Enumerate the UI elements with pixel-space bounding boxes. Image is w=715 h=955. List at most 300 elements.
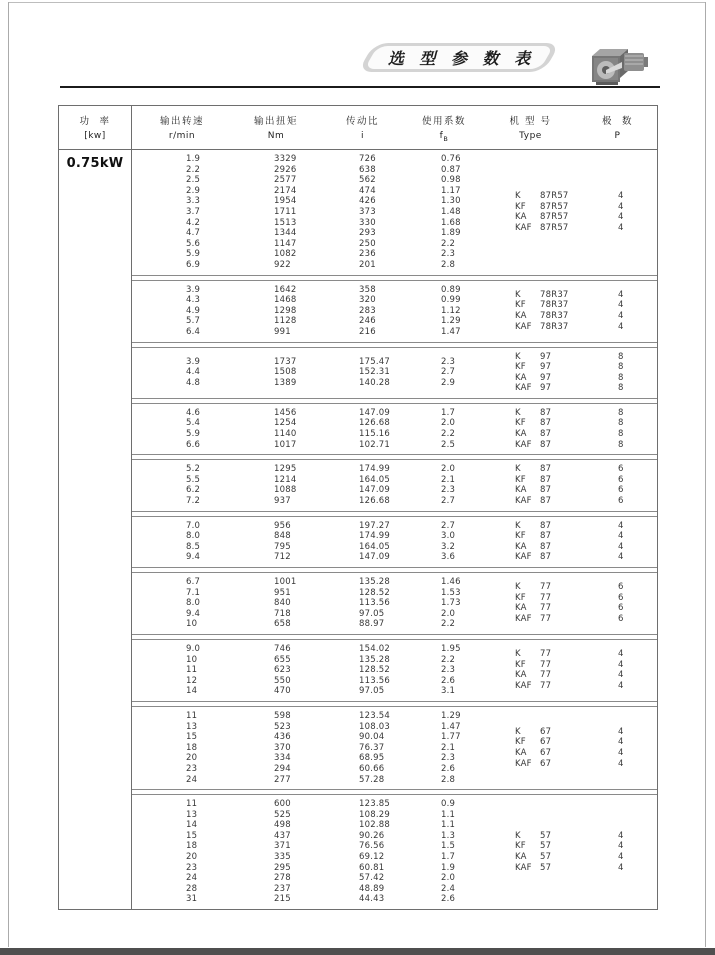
poles-column (578, 290, 657, 332)
poles-cell: 6 (618, 603, 624, 614)
poles-column (578, 727, 657, 769)
model-size: 87 (540, 552, 552, 563)
value-cell: 1642 (274, 284, 297, 295)
value-cell: 922 (274, 259, 291, 270)
value-cell: 2.5 (441, 439, 456, 450)
poles-cell: 4 (618, 321, 624, 332)
value-cell: 294 (274, 763, 291, 774)
model-cell (515, 191, 578, 202)
model-cell (515, 670, 578, 681)
poles-cell: 8 (618, 351, 624, 362)
service-factor-column (405, 408, 483, 450)
data-block (132, 347, 657, 399)
value-cell: 4.4 (186, 367, 201, 378)
model-cell (515, 322, 578, 333)
value-cell: 2.5 (186, 175, 201, 186)
value-cell: 2.0 (441, 608, 456, 619)
value-cell: 2.9 (186, 185, 201, 196)
value-cell: 1344 (274, 228, 297, 239)
model-size: 67 (540, 748, 552, 759)
value-cell: 126.68 (359, 496, 390, 507)
model-cell (515, 373, 578, 384)
ratio-column (320, 799, 405, 905)
value-cell: 2926 (274, 164, 297, 175)
model-size: 77 (540, 592, 552, 603)
value-cell: 201 (359, 259, 376, 270)
value-cell: 152.31 (359, 367, 390, 378)
poles-cell: 4 (618, 531, 624, 542)
value-cell: 1254 (274, 418, 297, 429)
model-cell (515, 831, 578, 842)
model-size: 78R37 (540, 300, 569, 311)
value-cell: 3.7 (186, 206, 201, 217)
model-cell (515, 531, 578, 542)
poles-cell: 8 (618, 372, 624, 383)
header-ratio: 传动比 i (345, 116, 379, 141)
value-cell: 0.99 (441, 295, 461, 306)
value-cell: 1.47 (441, 326, 461, 337)
model-prefix: KAF (515, 383, 532, 394)
poles-cell: 4 (618, 541, 624, 552)
value-cell: 13 (186, 721, 198, 732)
model-size: 87 (540, 496, 552, 507)
value-cell: 135.28 (359, 577, 390, 587)
value-cell: 2.2 (441, 654, 456, 665)
value-cell: 175.47 (359, 356, 390, 367)
page-footer-bar (0, 948, 715, 955)
ratio-column (320, 711, 405, 785)
value-cell: 8.5 (186, 541, 201, 552)
value-cell: 2.3 (441, 485, 456, 496)
data-block (132, 150, 657, 276)
value-cell: 550 (274, 675, 291, 686)
model-size: 77 (540, 649, 552, 660)
model-prefix: KF (515, 418, 526, 429)
model-prefix: KAF (515, 614, 532, 625)
poles-cell: 4 (618, 681, 624, 692)
model-cell (515, 418, 578, 429)
output-torque-column (232, 711, 320, 785)
output-torque-column (232, 408, 320, 450)
model-prefix: KF (515, 201, 526, 212)
value-cell: 237 (274, 883, 291, 894)
value-cell: 20 (186, 753, 198, 764)
model-size: 87 (540, 439, 552, 450)
value-cell: 1513 (274, 217, 297, 228)
value-cell: 4.2 (186, 217, 201, 228)
value-cell: 6.2 (186, 485, 201, 496)
model-cell (515, 475, 578, 486)
value-cell: 2.7 (441, 496, 456, 507)
model-size: 87 (540, 418, 552, 429)
value-cell: 4.6 (186, 407, 201, 418)
value-cell: 1140 (274, 429, 297, 440)
ratio-column (320, 521, 405, 563)
value-cell: 5.9 (186, 249, 201, 260)
value-cell: 474 (359, 185, 376, 196)
model-prefix: K (515, 520, 521, 531)
value-cell: 11 (186, 710, 198, 721)
value-cell: 1.17 (441, 185, 461, 196)
value-cell: 1.1 (441, 820, 456, 831)
poles-column (578, 191, 657, 233)
value-cell: 147.09 (359, 552, 390, 563)
poles-column (578, 464, 657, 506)
poles-cell: 4 (618, 191, 624, 202)
data-block (132, 639, 657, 702)
model-cell (515, 485, 578, 496)
value-cell: 135.28 (359, 654, 390, 665)
model-size: 87 (540, 531, 552, 542)
value-cell: 60.66 (359, 763, 385, 774)
model-type-column (483, 582, 578, 624)
poles-cell: 4 (618, 659, 624, 670)
model-prefix: K (515, 351, 521, 362)
model-prefix: KA (515, 429, 527, 440)
model-size: 78R37 (540, 321, 569, 332)
model-cell (515, 212, 578, 223)
value-cell: 6.7 (186, 577, 201, 587)
value-cell: 2.8 (441, 259, 456, 270)
model-cell (515, 202, 578, 213)
model-prefix: K (515, 649, 521, 660)
value-cell: 373 (359, 206, 376, 217)
value-cell: 658 (274, 619, 291, 630)
value-cell: 5.6 (186, 238, 201, 249)
model-size: 57 (540, 830, 552, 841)
value-cell: 2.7 (441, 367, 456, 378)
table-header (59, 106, 657, 150)
page-border-left (8, 2, 9, 947)
value-cell: 1082 (274, 249, 297, 260)
title-banner (366, 43, 552, 72)
output-torque-column (232, 521, 320, 563)
output-torque-column (232, 644, 320, 697)
value-cell: 113.56 (359, 598, 390, 609)
value-cell: 4.7 (186, 228, 201, 239)
output-torque-column (232, 357, 320, 389)
model-cell (515, 429, 578, 440)
model-size: 77 (540, 681, 552, 692)
value-cell: 197.27 (359, 520, 390, 531)
model-prefix: K (515, 289, 521, 300)
output-speed-column (132, 154, 232, 271)
value-cell: 14 (186, 686, 198, 697)
value-cell: 1088 (274, 485, 297, 496)
value-cell: 9.4 (186, 608, 201, 619)
poles-cell: 4 (618, 758, 624, 769)
value-cell: 562 (359, 175, 376, 186)
value-cell: 1.47 (441, 721, 461, 732)
poles-cell: 4 (618, 841, 624, 852)
service-factor-column (405, 577, 483, 630)
output-torque-column (232, 285, 320, 338)
value-cell: 44.43 (359, 894, 385, 905)
output-speed-column (132, 799, 232, 905)
value-cell: 2.3 (441, 665, 456, 676)
value-cell: 11 (186, 799, 198, 810)
value-cell: 28 (186, 883, 198, 894)
value-cell: 3.6 (441, 552, 456, 563)
poles-column (578, 649, 657, 691)
value-cell: 623 (274, 665, 291, 676)
value-cell: 1.77 (441, 732, 461, 743)
model-cell (515, 852, 578, 863)
poles-cell: 4 (618, 201, 624, 212)
value-cell: 60.81 (359, 862, 385, 873)
value-cell: 128.52 (359, 665, 390, 676)
model-type-column (483, 464, 578, 506)
value-cell: 23 (186, 862, 198, 873)
value-cell: 113.56 (359, 675, 390, 686)
model-prefix: KA (515, 311, 527, 322)
power-rating: 0.75kW (66, 156, 124, 171)
model-prefix: K (515, 407, 521, 418)
model-size: 97 (540, 383, 552, 394)
value-cell: 525 (274, 809, 291, 820)
value-cell: 1.7 (441, 852, 456, 863)
model-prefix: KF (515, 659, 526, 670)
model-cell (515, 496, 578, 507)
model-size: 87R57 (540, 201, 569, 212)
value-cell: 3.9 (186, 356, 201, 367)
poles-cell: 8 (618, 439, 624, 450)
model-size: 87R57 (540, 212, 569, 223)
value-cell: 0.9 (441, 799, 456, 810)
value-cell: 330 (359, 217, 376, 228)
value-cell: 216 (359, 326, 376, 337)
value-cell: 140.28 (359, 377, 390, 388)
model-prefix: KAF (515, 758, 532, 769)
poles-cell: 6 (618, 582, 624, 593)
value-cell: 523 (274, 721, 291, 732)
value-cell: 2.0 (441, 464, 456, 475)
model-prefix: K (515, 830, 521, 841)
value-cell: 718 (274, 608, 291, 619)
value-cell: 5.4 (186, 418, 201, 429)
value-cell: 3329 (274, 154, 297, 164)
value-cell: 102.71 (359, 439, 390, 450)
value-cell: 1.29 (441, 316, 461, 327)
output-torque-column (232, 577, 320, 630)
header-power (59, 106, 132, 149)
value-cell: 2.2 (186, 164, 201, 175)
model-prefix: KAF (515, 222, 532, 233)
value-cell: 0.89 (441, 284, 461, 295)
ratio-column (320, 577, 405, 630)
value-cell: 1.48 (441, 206, 461, 217)
model-prefix: KF (515, 362, 526, 373)
value-cell: 2.6 (441, 675, 456, 686)
value-cell: 5.5 (186, 474, 201, 485)
model-size: 77 (540, 659, 552, 670)
model-size: 87 (540, 464, 552, 475)
value-cell: 937 (274, 496, 291, 507)
model-type-column (483, 521, 578, 563)
value-cell: 9.0 (186, 643, 201, 654)
value-cell: 10 (186, 619, 198, 630)
model-prefix: KA (515, 212, 527, 223)
value-cell: 2.1 (441, 742, 456, 753)
value-cell: 795 (274, 541, 291, 552)
page-border-right (705, 2, 706, 947)
value-cell: 1456 (274, 407, 297, 418)
output-torque-column (232, 799, 320, 905)
model-size: 87R57 (540, 222, 569, 233)
value-cell: 426 (359, 196, 376, 207)
model-size: 87 (540, 429, 552, 440)
value-cell: 278 (274, 873, 291, 884)
value-cell: 1.5 (441, 841, 456, 852)
model-size: 97 (540, 372, 552, 383)
value-cell: 97.05 (359, 686, 385, 697)
model-prefix: KAF (515, 439, 532, 450)
value-cell: 24 (186, 873, 198, 884)
header-power-cn: 功 率 (79, 116, 111, 127)
value-cell: 10 (186, 654, 198, 665)
value-cell: 115.16 (359, 429, 390, 440)
value-cell: 8.0 (186, 598, 201, 609)
service-factor-column (405, 644, 483, 697)
service-factor-column (405, 464, 483, 506)
poles-cell: 6 (618, 614, 624, 625)
value-cell: 12 (186, 675, 198, 686)
header-power-unit: [kw] (84, 131, 106, 141)
selection-parameter-table (58, 105, 658, 910)
value-cell: 15 (186, 830, 198, 841)
model-cell (515, 759, 578, 770)
model-size: 87 (540, 407, 552, 418)
value-cell: 1954 (274, 196, 297, 207)
value-cell: 436 (274, 732, 291, 743)
ratio-column (320, 285, 405, 338)
value-cell: 57.42 (359, 873, 385, 884)
value-cell: 250 (359, 238, 376, 249)
poles-cell: 8 (618, 362, 624, 373)
model-cell (515, 614, 578, 625)
model-type-column (483, 191, 578, 233)
model-type-column (483, 831, 578, 873)
model-cell (515, 727, 578, 738)
value-cell: 2.2 (441, 429, 456, 440)
value-cell: 236 (359, 249, 376, 260)
value-cell: 1.29 (441, 710, 461, 721)
value-cell: 11 (186, 665, 198, 676)
value-cell: 1.3 (441, 830, 456, 841)
data-block (132, 459, 657, 511)
value-cell: 1298 (274, 305, 297, 316)
model-size: 77 (540, 670, 552, 681)
model-prefix: KAF (515, 862, 532, 873)
model-prefix: KF (515, 531, 526, 542)
header-model-type: 机 型 号 Type (509, 116, 552, 141)
value-cell: 128.52 (359, 587, 390, 598)
value-cell: 5.2 (186, 464, 201, 475)
poles-cell: 8 (618, 418, 624, 429)
value-cell: 7.0 (186, 520, 201, 531)
model-cell (515, 542, 578, 553)
service-factor-column (405, 285, 483, 338)
model-prefix: KF (515, 474, 526, 485)
value-cell: 48.89 (359, 883, 385, 894)
model-size: 77 (540, 603, 552, 614)
model-size: 87 (540, 474, 552, 485)
value-cell: 1001 (274, 577, 297, 587)
value-cell: 147.09 (359, 485, 390, 496)
value-cell: 3.2 (441, 541, 456, 552)
value-cell: 1147 (274, 238, 297, 249)
model-cell (515, 362, 578, 373)
value-cell: 746 (274, 643, 291, 654)
poles-cell: 4 (618, 830, 624, 841)
value-cell: 1.73 (441, 598, 461, 609)
poles-column (578, 831, 657, 873)
value-cell: 437 (274, 830, 291, 841)
value-cell: 57.28 (359, 774, 385, 785)
value-cell: 76.37 (359, 742, 385, 753)
value-cell: 3.0 (441, 531, 456, 542)
poles-cell: 6 (618, 592, 624, 603)
poles-column (578, 582, 657, 624)
model-size: 87 (540, 520, 552, 531)
model-cell (515, 521, 578, 532)
page-title: 选 型 参 数 表 (387, 49, 536, 68)
value-cell: 320 (359, 295, 376, 306)
header-data-columns (132, 106, 657, 149)
output-speed-column (132, 644, 232, 697)
value-cell: 2.6 (441, 894, 456, 905)
poles-cell: 4 (618, 862, 624, 873)
model-cell (515, 311, 578, 322)
value-cell: 123.85 (359, 799, 390, 810)
model-size: 77 (540, 614, 552, 625)
value-cell: 1711 (274, 206, 297, 217)
value-cell: 174.99 (359, 464, 390, 475)
poles-cell: 4 (618, 212, 624, 223)
poles-cell: 4 (618, 726, 624, 737)
value-cell: 15 (186, 732, 198, 743)
model-cell (515, 737, 578, 748)
value-cell: 1128 (274, 316, 297, 327)
value-cell: 1.53 (441, 587, 461, 598)
service-factor-column (405, 521, 483, 563)
model-cell (515, 593, 578, 604)
value-cell: 1.68 (441, 217, 461, 228)
header-output-speed: 输出转速 r/min (159, 116, 204, 141)
model-size: 57 (540, 852, 552, 863)
value-cell: 2.2 (441, 619, 456, 630)
service-factor-column (405, 357, 483, 389)
model-prefix: K (515, 464, 521, 475)
output-speed-column (132, 357, 232, 389)
value-cell: 14 (186, 820, 198, 831)
poles-cell: 4 (618, 852, 624, 863)
poles-cell: 4 (618, 311, 624, 322)
table-body-wrap (59, 150, 657, 909)
model-prefix: KAF (515, 496, 532, 507)
value-cell: 498 (274, 820, 291, 831)
value-cell: 108.29 (359, 809, 390, 820)
value-cell: 18 (186, 742, 198, 753)
model-cell (515, 408, 578, 419)
model-prefix: KA (515, 748, 527, 759)
model-type-column (483, 352, 578, 394)
model-type-column (483, 727, 578, 769)
data-block (132, 706, 657, 790)
model-cell (515, 681, 578, 692)
ratio-column (320, 154, 405, 271)
model-prefix: KF (515, 300, 526, 311)
